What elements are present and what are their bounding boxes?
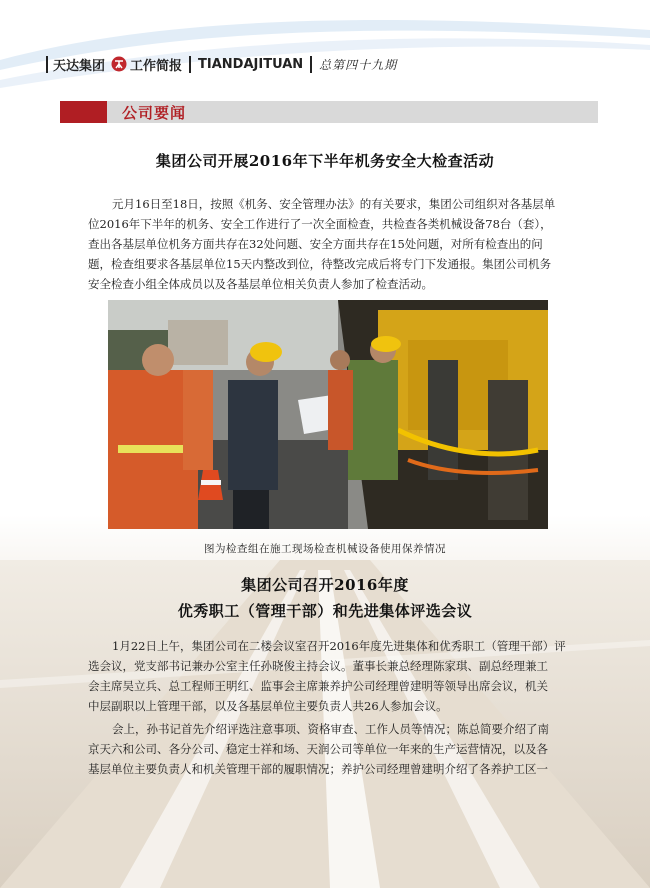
issue-number: 总第四十九期 [319, 57, 398, 72]
article2-title-line2: 优秀职工（管理干部）和先进集体评选会议 [177, 602, 473, 620]
header-divider [46, 56, 48, 73]
text-line: 中层副职以上管理干部，以及各基层单位主要负责人共26人参加会议。 [88, 699, 448, 713]
text-line: 京天六和公司、各分公司、稳定士祥和场、天润公司等单位一年来的生产运营情况，以及各 [88, 742, 548, 756]
text-line: 安全检查小组全体成员以及各基层单位相关负责人参加了检查活动。 [88, 277, 433, 291]
article2-paragraph2 [88, 719, 588, 779]
text-line: 选会议，党支部书记兼办公室主任孙晓俊主持会议。董事长兼总经理陈家琪、副总经理兼工 [88, 659, 548, 673]
article2-title-line1: 集团公司召开2016年度 [241, 576, 409, 594]
section-title: 公司要闻 [122, 104, 187, 122]
text-line: 基层单位主要负责人和机关管理干部的履职情况；养护公司经理曾建明介绍了各养护工区一 [88, 762, 548, 776]
newsletter-name: 工作简报 [130, 58, 183, 74]
header-swoosh-decoration [0, 0, 650, 95]
article1-body [88, 194, 588, 294]
text-line: 查出各基层单位机务方面共存在32处问题、安全方面共存在15处问题，对所有检查出的问 [88, 237, 543, 251]
newsletter-header [46, 53, 397, 75]
header-divider [310, 56, 312, 73]
article1-title: 集团公司开展2016年下半年机务安全大检查活动 [155, 152, 495, 170]
inspection-photo [108, 300, 548, 529]
text-line: 会上，孙书记首先介绍评选注意事项、资格审查、工作人员等情况；陈总简要介绍了南 [112, 722, 549, 736]
group-name: 天达集团 [53, 58, 106, 74]
article2-paragraph1 [88, 636, 588, 716]
text-line: 会主席吴立兵、总工程师王明红、监事会主席兼养护公司经理曾建明等领导出席会议，机关 [88, 679, 548, 693]
text-line: 1月22日上午，集团公司在二楼会议室召开2016年度先进集体和优秀职工（管理干部）评 [112, 639, 566, 653]
text-line: 位2016年下半年的机务、安全工作进行了一次全面检查，共检查各类机械设备78台（套）， [88, 217, 552, 231]
text-line: 元月16日至18日，按照《机务、安全管理办法》的有关要求，集团公司组织对各基层单 [112, 197, 556, 211]
header-divider [189, 56, 191, 73]
photo-caption: 图为检查组在施工现场检查机械设备使用保养情况 [204, 543, 446, 555]
section-marker [60, 101, 107, 123]
text-line: 题，检查组要求各基层单位15天内整改到位，待整改完成后将专门下发通报。集团公司机务 [88, 257, 552, 271]
header-pinyin: TIANDAJITUAN [198, 56, 304, 72]
section-header-bar [60, 101, 598, 123]
company-logo-icon [111, 56, 127, 72]
